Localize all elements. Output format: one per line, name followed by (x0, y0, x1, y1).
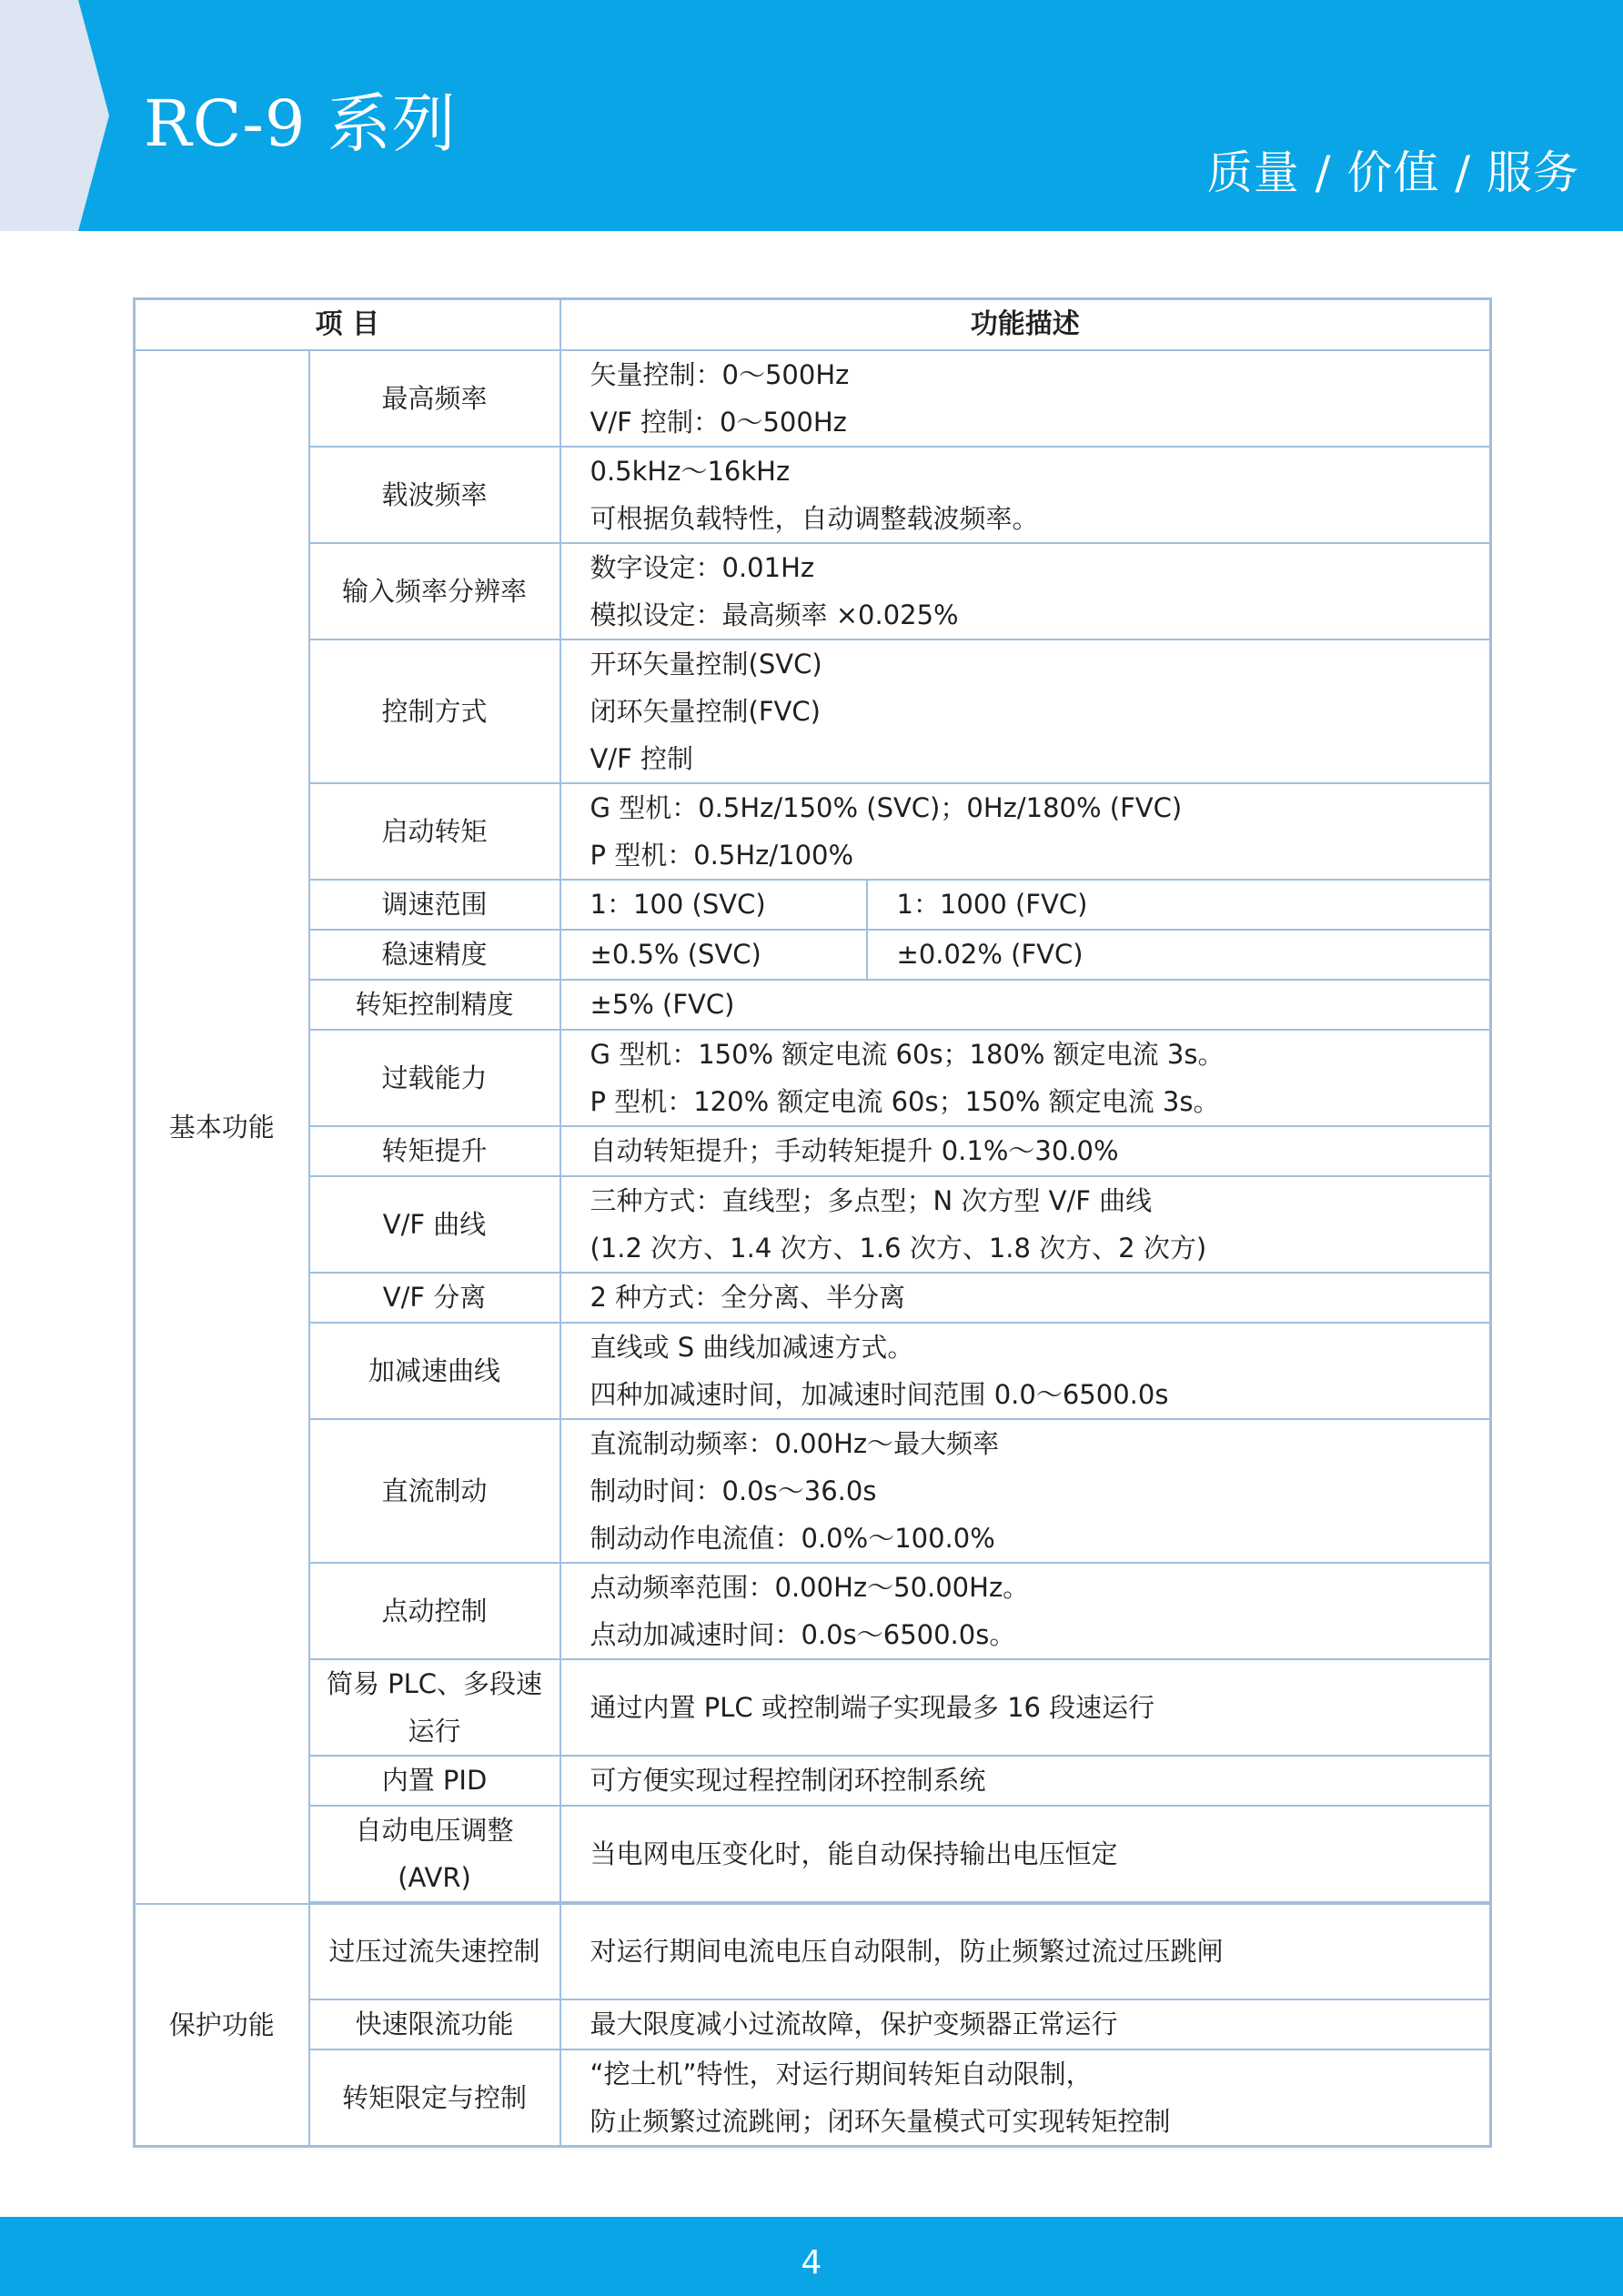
desc-plc: 通过内置 PLC 或控制端子实现最多 16 段速运行 (560, 1659, 1491, 1756)
header-description: 功能描述 (560, 299, 1491, 350)
desc-line: P 型机：0.5Hz/100% (590, 839, 854, 871)
item-carrier-freq: 载波频率 (309, 447, 560, 543)
item-jog: 点动控制 (309, 1563, 560, 1659)
desc-line: 点动加减速时间：0.0s～6500.0s。 (590, 1618, 1016, 1650)
table-row (135, 783, 1491, 880)
table-row (135, 1419, 1491, 1563)
desc-torque-accuracy: ±5% (FVC) (560, 980, 1491, 1030)
table-row (135, 639, 1491, 783)
desc-control-mode (560, 639, 1491, 783)
item-start-torque: 启动转矩 (309, 783, 560, 880)
table-row (135, 930, 1491, 980)
table-row (135, 1176, 1491, 1273)
table-row (135, 447, 1491, 543)
desc-start-torque (560, 783, 1491, 880)
desc-torque-boost: 自动转矩提升；手动转矩提升 0.1%～30.0% (560, 1126, 1491, 1176)
desc-vf-curve (560, 1176, 1491, 1273)
desc-line: V/F 控制 (590, 742, 694, 774)
desc-line: 点动频率范围：0.00Hz～50.00Hz。 (590, 1571, 1030, 1603)
desc-overload (560, 1030, 1491, 1126)
table-row (135, 1756, 1491, 1806)
desc-ov-oc-stall: 对运行期间电流电压自动限制，防止频繁过流过压跳闸 (560, 1904, 1491, 1999)
desc-avr: 当电网电压变化时，能自动保持输出电压恒定 (560, 1806, 1491, 1902)
table-row (135, 880, 1491, 930)
table-header-row (135, 299, 1491, 350)
item-avr: 自动电压调整 (AVR) (309, 1806, 560, 1902)
table-row (135, 1999, 1491, 2049)
desc-line: 闭环矢量控制(FVC) (590, 695, 821, 727)
desc-line: (1.2 次方、1.4 次方、1.6 次方、1.8 次方、2 次方) (590, 1232, 1207, 1264)
table-row (135, 1030, 1491, 1126)
desc-input-res (560, 543, 1491, 639)
item-speed-accuracy: 稳速精度 (309, 930, 560, 980)
desc-line: G 型机：150% 额定电流 60s；180% 额定电流 3s。 (590, 1038, 1225, 1070)
series-title: RC-9 系列 (144, 86, 457, 161)
table-row (135, 1323, 1491, 1419)
desc-line: 矢量控制：0～500Hz (590, 358, 850, 390)
item-torque-boost: 转矩提升 (309, 1126, 560, 1176)
desc-line: G 型机：0.5Hz/150% (SVC)；0Hz/180% (FVC) (590, 791, 1183, 823)
spec-table (133, 297, 1492, 2148)
item-torque-accuracy: 转矩控制精度 (309, 980, 560, 1030)
desc-accel-curve (560, 1323, 1491, 1419)
desc-pid: 可方便实现过程控制闭环控制系统 (560, 1756, 1491, 1806)
category-protection: 保护功能 (135, 1904, 309, 2147)
desc-line: P 型机：120% 额定电流 60s；150% 额定电流 3s。 (590, 1085, 1220, 1117)
desc-line: “挖土机”特性，对运行期间转矩自动限制， (590, 2058, 1093, 2090)
table-row (135, 1563, 1491, 1659)
table-row (135, 2049, 1491, 2147)
item-input-res: 输入频率分辨率 (309, 543, 560, 639)
desc-speed-accuracy-svc: ±0.5% (SVC) (560, 930, 867, 980)
desc-speed-range-fvc: 1：1000 (FVC) (867, 880, 1491, 930)
desc-line: V/F 控制：0～500Hz (590, 406, 847, 438)
table-row (135, 1126, 1491, 1176)
desc-fast-limit: 最大限度减小过流故障，保护变频器正常运行 (560, 1999, 1491, 2049)
desc-torque-limit (560, 2049, 1491, 2147)
table-row (135, 1806, 1491, 1902)
desc-carrier-freq (560, 447, 1491, 543)
page-number: 4 (801, 2244, 822, 2281)
desc-line: 制动动作电流值：0.0%～100.0% (590, 1522, 995, 1554)
desc-max-freq (560, 350, 1491, 447)
desc-line: 制动时间：0.0s～36.0s (590, 1475, 877, 1506)
item-max-freq: 最高频率 (309, 350, 560, 447)
desc-line: 开环矢量控制(SVC) (590, 648, 822, 680)
category-basic: 基本功能 (135, 350, 309, 1904)
desc-line: 直流制动频率：0.00Hz～最大频率 (590, 1427, 1000, 1459)
item-pid: 内置 PID (309, 1756, 560, 1806)
desc-vf-separation: 2 种方式：全分离、半分离 (560, 1273, 1491, 1323)
table-row (135, 1659, 1491, 1756)
header-tab (0, 0, 78, 231)
desc-line: 直线或 S 曲线加减速方式。 (590, 1331, 914, 1363)
item-dc-brake: 直流制动 (309, 1419, 560, 1563)
tagline: 质量 / 价值 / 服务 (1206, 146, 1579, 199)
item-vf-separation: V/F 分离 (309, 1273, 560, 1323)
desc-dc-brake (560, 1419, 1491, 1563)
header-item: 项 目 (135, 299, 560, 350)
table-row (135, 1273, 1491, 1323)
header-tab-slant (78, 0, 109, 231)
desc-line: 防止频繁过流跳闸；闭环矢量模式可实现转矩控制 (590, 2105, 1171, 2137)
item-fast-limit: 快速限流功能 (309, 1999, 560, 2049)
table-row (135, 980, 1491, 1030)
table-row (135, 350, 1491, 447)
item-speed-range: 调速范围 (309, 880, 560, 930)
item-overload: 过载能力 (309, 1030, 560, 1126)
table-row (135, 1904, 1491, 1999)
desc-line: 可根据负载特性，自动调整载波频率。 (590, 502, 1039, 534)
desc-line: 模拟设定：最高频率 ×0.025% (590, 599, 959, 630)
desc-line: 四种加减速时间，加减速时间范围 0.0～6500.0s (590, 1378, 1169, 1410)
item-ov-oc-stall: 过压过流失速控制 (309, 1904, 560, 1999)
desc-line: 数字设定：0.01Hz (590, 551, 815, 583)
desc-line: 三种方式：直线型；多点型；N 次方型 V/F 曲线 (590, 1184, 1153, 1216)
item-control-mode: 控制方式 (309, 639, 560, 783)
item-vf-curve: V/F 曲线 (309, 1176, 560, 1273)
desc-line: 0.5kHz～16kHz (590, 455, 791, 487)
desc-speed-accuracy-fvc: ±0.02% (FVC) (867, 930, 1491, 980)
item-torque-limit: 转矩限定与控制 (309, 2049, 560, 2147)
desc-jog (560, 1563, 1491, 1659)
table-row (135, 543, 1491, 639)
item-plc: 简易 PLC、多段速运行 (309, 1659, 560, 1756)
desc-speed-range-svc: 1：100 (SVC) (560, 880, 867, 930)
item-accel-curve: 加减速曲线 (309, 1323, 560, 1419)
